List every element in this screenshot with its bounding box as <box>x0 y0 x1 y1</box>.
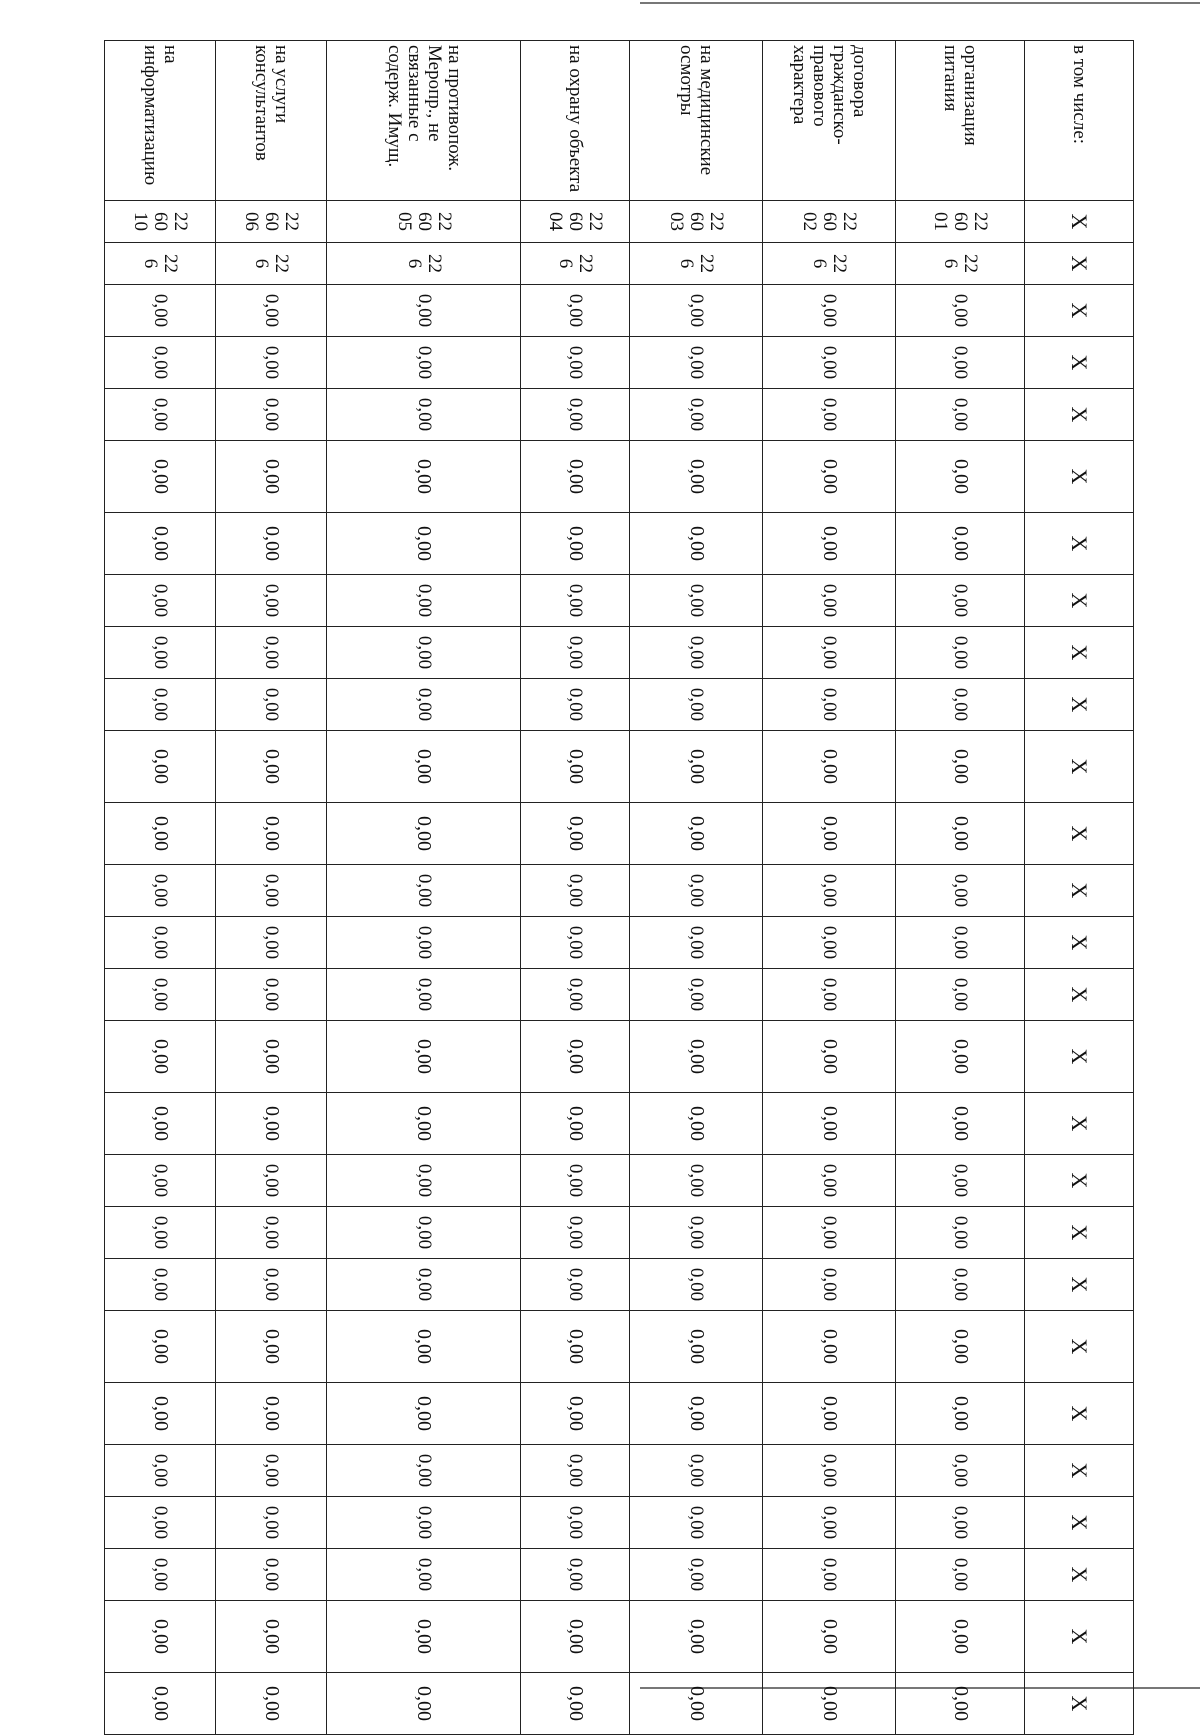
value-cell: 0,00 <box>327 917 521 969</box>
x-mark: X <box>1025 389 1134 441</box>
value-cell: 0,00 <box>105 627 216 679</box>
value-cell: 0,00 <box>216 1497 327 1549</box>
value-cell: 0,00 <box>216 1673 327 1735</box>
value-cell: 0,00 <box>521 1445 630 1497</box>
value-cell: 0,00 <box>763 917 896 969</box>
value-cell: 0,00 <box>105 679 216 731</box>
value-cell: 0,00 <box>327 679 521 731</box>
value-cell: 0,00 <box>630 1259 763 1311</box>
table-row <box>896 41 1025 1735</box>
value-cell: 0,00 <box>105 1549 216 1601</box>
value-cell: 0,00 <box>327 1259 521 1311</box>
x-mark: X <box>1025 1673 1134 1735</box>
header-row <box>1025 41 1134 1735</box>
value-cell: 0,00 <box>521 803 630 865</box>
value-cell: 0,00 <box>216 1259 327 1311</box>
x-mark: X <box>1025 803 1134 865</box>
table-row <box>216 41 327 1735</box>
value-cell: 0,00 <box>630 441 763 513</box>
value-cell: 0,00 <box>216 803 327 865</box>
value-cell: 0,00 <box>763 1093 896 1155</box>
value-cell: 0,00 <box>216 969 327 1021</box>
value-cell: 0,00 <box>521 1093 630 1155</box>
x-mark: X <box>1025 627 1134 679</box>
value-cell: 0,00 <box>105 917 216 969</box>
x-mark: X <box>1025 337 1134 389</box>
value-cell: 0,00 <box>327 441 521 513</box>
value-cell: 0,00 <box>105 1673 216 1735</box>
x-mark: X <box>1025 575 1134 627</box>
value-cell: 0,00 <box>763 1021 896 1093</box>
value-cell: 0,00 <box>327 1311 521 1383</box>
x-mark: X <box>1025 917 1134 969</box>
value-cell: 0,00 <box>896 1093 1025 1155</box>
value-cell: 0,00 <box>630 1383 763 1445</box>
kosgu-code: 22 6 <box>630 243 763 285</box>
value-cell: 0,00 <box>896 575 1025 627</box>
value-cell: 0,00 <box>763 1497 896 1549</box>
value-cell: 0,00 <box>763 1549 896 1601</box>
value-cell: 0,00 <box>327 337 521 389</box>
kosgu-code: 22 6 <box>763 243 896 285</box>
value-cell: 0,00 <box>630 575 763 627</box>
row-code: 22 60 01 <box>896 201 1025 243</box>
value-cell: 0,00 <box>521 627 630 679</box>
value-cell: 0,00 <box>521 575 630 627</box>
row-label: в том числе: <box>1025 41 1134 201</box>
value-cell: 0,00 <box>896 627 1025 679</box>
value-cell: 0,00 <box>896 1601 1025 1673</box>
value-cell: 0,00 <box>896 1383 1025 1445</box>
value-cell: 0,00 <box>105 969 216 1021</box>
value-cell: 0,00 <box>216 1383 327 1445</box>
value-cell: 0,00 <box>896 731 1025 803</box>
value-cell: 0,00 <box>105 1155 216 1207</box>
value-cell: 0,00 <box>896 1549 1025 1601</box>
value-cell: 0,00 <box>216 1445 327 1497</box>
value-cell: 0,00 <box>896 1259 1025 1311</box>
value-cell: 0,00 <box>105 803 216 865</box>
value-cell: 0,00 <box>763 1311 896 1383</box>
value-cell: 0,00 <box>521 679 630 731</box>
value-cell: 0,00 <box>630 1207 763 1259</box>
kosgu-code: 22 6 <box>216 243 327 285</box>
value-cell: 0,00 <box>630 1155 763 1207</box>
value-cell: 0,00 <box>327 731 521 803</box>
row-label: организация питания <box>896 41 1025 201</box>
value-cell: 0,00 <box>763 1445 896 1497</box>
value-cell: 0,00 <box>763 285 896 337</box>
value-cell: 0,00 <box>763 731 896 803</box>
value-cell: 0,00 <box>896 337 1025 389</box>
row-code: 22 60 10 <box>105 201 216 243</box>
value-cell: 0,00 <box>216 337 327 389</box>
value-cell: 0,00 <box>327 389 521 441</box>
row-label: на медицинские осмотры <box>630 41 763 201</box>
kosgu-code: 22 6 <box>105 243 216 285</box>
value-cell: 0,00 <box>327 1093 521 1155</box>
value-cell: 0,00 <box>521 1155 630 1207</box>
table-row <box>763 41 896 1735</box>
value-cell: 0,00 <box>105 1601 216 1673</box>
value-cell: 0,00 <box>105 1445 216 1497</box>
value-cell: 0,00 <box>763 1259 896 1311</box>
value-cell: 0,00 <box>216 1155 327 1207</box>
x-mark: X <box>1025 1383 1134 1445</box>
value-cell: 0,00 <box>105 513 216 575</box>
row-code: 22 60 02 <box>763 201 896 243</box>
x-mark: X <box>1025 513 1134 575</box>
value-cell: 0,00 <box>216 865 327 917</box>
value-cell: 0,00 <box>521 865 630 917</box>
value-cell: 0,00 <box>630 731 763 803</box>
value-cell: 0,00 <box>763 513 896 575</box>
value-cell: 0,00 <box>630 969 763 1021</box>
value-cell: 0,00 <box>105 389 216 441</box>
value-cell: 0,00 <box>327 285 521 337</box>
value-cell: 0,00 <box>327 1497 521 1549</box>
value-cell: 0,00 <box>216 1207 327 1259</box>
x-mark: X <box>1025 1497 1134 1549</box>
value-cell: 0,00 <box>630 1311 763 1383</box>
value-cell: 0,00 <box>763 1673 896 1735</box>
value-cell: 0,00 <box>896 285 1025 337</box>
scan-edge-top <box>640 2 1200 4</box>
value-cell: 0,00 <box>216 1549 327 1601</box>
value-cell: 0,00 <box>521 731 630 803</box>
kosgu-code: 22 6 <box>521 243 630 285</box>
value-cell: 0,00 <box>763 679 896 731</box>
x-mark: X <box>1025 865 1134 917</box>
value-cell: 0,00 <box>216 575 327 627</box>
value-cell: 0,00 <box>896 969 1025 1021</box>
value-cell: 0,00 <box>216 1021 327 1093</box>
value-cell: 0,00 <box>327 1549 521 1601</box>
value-cell: 0,00 <box>630 1497 763 1549</box>
value-cell: 0,00 <box>105 1497 216 1549</box>
value-cell: 0,00 <box>763 627 896 679</box>
value-cell: 0,00 <box>630 1021 763 1093</box>
value-cell: 0,00 <box>327 969 521 1021</box>
value-cell: 0,00 <box>763 441 896 513</box>
value-cell: 0,00 <box>763 969 896 1021</box>
value-cell: 0,00 <box>630 1601 763 1673</box>
table-row <box>105 41 216 1735</box>
value-cell: 0,00 <box>630 803 763 865</box>
table-row <box>327 41 521 1735</box>
x-mark: X <box>1025 1021 1134 1093</box>
value-cell: 0,00 <box>521 1259 630 1311</box>
value-cell: 0,00 <box>105 1311 216 1383</box>
x-mark: X <box>1025 243 1134 285</box>
value-cell: 0,00 <box>896 1445 1025 1497</box>
value-cell: 0,00 <box>105 1093 216 1155</box>
value-cell: 0,00 <box>896 441 1025 513</box>
table-row <box>521 41 630 1735</box>
value-cell: 0,00 <box>630 1093 763 1155</box>
value-cell: 0,00 <box>630 389 763 441</box>
value-cell: 0,00 <box>763 1207 896 1259</box>
value-cell: 0,00 <box>327 865 521 917</box>
value-cell: 0,00 <box>521 1549 630 1601</box>
value-cell: 0,00 <box>521 1383 630 1445</box>
value-cell: 0,00 <box>327 575 521 627</box>
value-cell: 0,00 <box>896 917 1025 969</box>
value-cell: 0,00 <box>763 389 896 441</box>
value-cell: 0,00 <box>216 679 327 731</box>
value-cell: 0,00 <box>216 441 327 513</box>
value-cell: 0,00 <box>521 389 630 441</box>
x-mark: X <box>1025 1601 1134 1673</box>
value-cell: 0,00 <box>327 1445 521 1497</box>
value-cell: 0,00 <box>105 1207 216 1259</box>
value-cell: 0,00 <box>896 679 1025 731</box>
value-cell: 0,00 <box>105 575 216 627</box>
x-mark: X <box>1025 441 1134 513</box>
row-label: на охрану объекта <box>521 41 630 201</box>
value-cell: 0,00 <box>521 1207 630 1259</box>
value-cell: 0,00 <box>630 337 763 389</box>
row-label: на информатизацию <box>105 41 216 201</box>
value-cell: 0,00 <box>105 285 216 337</box>
value-cell: 0,00 <box>896 1673 1025 1735</box>
value-cell: 0,00 <box>105 1259 216 1311</box>
value-cell: 0,00 <box>763 575 896 627</box>
value-cell: 0,00 <box>521 1497 630 1549</box>
x-mark: X <box>1025 1549 1134 1601</box>
value-cell: 0,00 <box>216 1093 327 1155</box>
value-cell: 0,00 <box>327 1155 521 1207</box>
value-cell: 0,00 <box>327 513 521 575</box>
rotated-page <box>104 40 1134 1721</box>
table-row <box>630 41 763 1735</box>
value-cell: 0,00 <box>327 627 521 679</box>
value-cell: 0,00 <box>521 1311 630 1383</box>
value-cell: 0,00 <box>327 1601 521 1673</box>
x-mark: X <box>1025 1093 1134 1155</box>
value-cell: 0,00 <box>105 337 216 389</box>
value-cell: 0,00 <box>763 1155 896 1207</box>
value-cell: 0,00 <box>105 731 216 803</box>
value-cell: 0,00 <box>105 1021 216 1093</box>
value-cell: 0,00 <box>763 337 896 389</box>
value-cell: 0,00 <box>630 1549 763 1601</box>
value-cell: 0,00 <box>216 513 327 575</box>
value-cell: 0,00 <box>521 917 630 969</box>
value-cell: 0,00 <box>630 917 763 969</box>
value-cell: 0,00 <box>896 1021 1025 1093</box>
value-cell: 0,00 <box>896 865 1025 917</box>
x-mark: X <box>1025 1311 1134 1383</box>
value-cell: 0,00 <box>763 865 896 917</box>
value-cell: 0,00 <box>630 1445 763 1497</box>
value-cell: 0,00 <box>216 285 327 337</box>
value-cell: 0,00 <box>216 731 327 803</box>
value-cell: 0,00 <box>630 285 763 337</box>
x-mark: X <box>1025 679 1134 731</box>
value-cell: 0,00 <box>521 1021 630 1093</box>
row-code: 22 60 04 <box>521 201 630 243</box>
row-label: договора гражданско-правового характера <box>763 41 896 201</box>
value-cell: 0,00 <box>327 803 521 865</box>
value-cell: 0,00 <box>896 1311 1025 1383</box>
x-mark: X <box>1025 285 1134 337</box>
value-cell: 0,00 <box>763 1383 896 1445</box>
value-cell: 0,00 <box>216 1311 327 1383</box>
value-cell: 0,00 <box>521 285 630 337</box>
value-cell: 0,00 <box>521 337 630 389</box>
value-cell: 0,00 <box>327 1673 521 1735</box>
row-label: на услуги консультантов <box>216 41 327 201</box>
value-cell: 0,00 <box>630 627 763 679</box>
value-cell: 0,00 <box>896 1207 1025 1259</box>
value-cell: 0,00 <box>216 917 327 969</box>
x-mark: X <box>1025 731 1134 803</box>
x-mark: X <box>1025 1207 1134 1259</box>
value-cell: 0,00 <box>521 441 630 513</box>
value-cell: 0,00 <box>105 1383 216 1445</box>
value-cell: 0,00 <box>216 1601 327 1673</box>
kosgu-code: 22 6 <box>327 243 521 285</box>
value-cell: 0,00 <box>896 513 1025 575</box>
value-cell: 0,00 <box>763 803 896 865</box>
value-cell: 0,00 <box>105 441 216 513</box>
x-mark: X <box>1025 1259 1134 1311</box>
value-cell: 0,00 <box>105 865 216 917</box>
row-code: 22 60 05 <box>327 201 521 243</box>
expense-table <box>104 40 1134 1735</box>
value-cell: 0,00 <box>896 803 1025 865</box>
value-cell: 0,00 <box>630 513 763 575</box>
value-cell: 0,00 <box>327 1207 521 1259</box>
value-cell: 0,00 <box>521 513 630 575</box>
value-cell: 0,00 <box>327 1383 521 1445</box>
row-code: 22 60 06 <box>216 201 327 243</box>
value-cell: 0,00 <box>630 679 763 731</box>
value-cell: 0,00 <box>216 389 327 441</box>
value-cell: 0,00 <box>763 1601 896 1673</box>
x-mark: X <box>1025 969 1134 1021</box>
kosgu-code: 22 6 <box>896 243 1025 285</box>
row-code: 22 60 03 <box>630 201 763 243</box>
value-cell: 0,00 <box>896 1497 1025 1549</box>
value-cell: 0,00 <box>216 627 327 679</box>
x-mark: X <box>1025 201 1134 243</box>
value-cell: 0,00 <box>896 389 1025 441</box>
value-cell: 0,00 <box>630 1673 763 1735</box>
value-cell: 0,00 <box>521 1673 630 1735</box>
value-cell: 0,00 <box>327 1021 521 1093</box>
value-cell: 0,00 <box>896 1155 1025 1207</box>
value-cell: 0,00 <box>521 969 630 1021</box>
x-mark: X <box>1025 1445 1134 1497</box>
value-cell: 0,00 <box>630 865 763 917</box>
x-mark: X <box>1025 1155 1134 1207</box>
row-label: на противопож. Меропр., не связанные с содерж. Имущ. <box>327 41 521 201</box>
value-cell: 0,00 <box>521 1601 630 1673</box>
